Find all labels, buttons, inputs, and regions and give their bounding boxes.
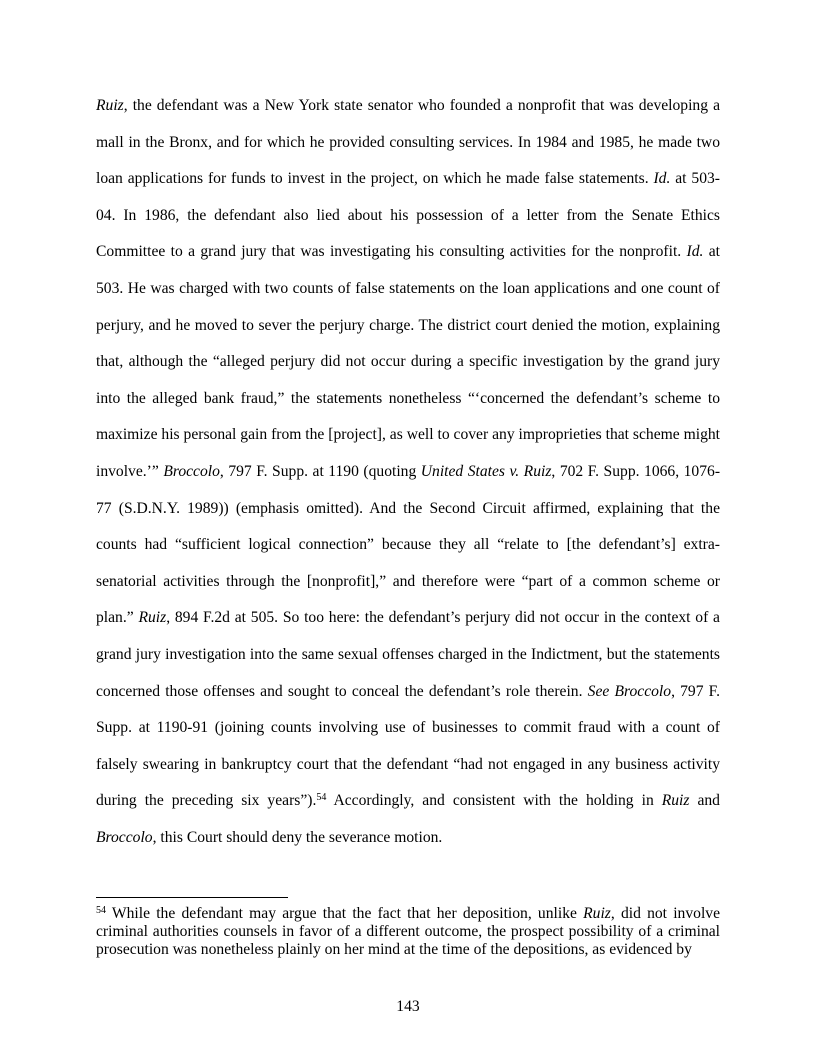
citation-signal: Id. (653, 170, 671, 188)
citation-signal: Id. (686, 243, 704, 261)
body-text-segment: , 797 F. Supp. at 1190 (quoting (219, 462, 421, 480)
body-text-segment: , 797 F. Supp. at 1190-91 (joining counts involving use of businesses to commit fraud with a count of falsely swearing in bankruptcy court that the defendant “had not engaged in any business activity during the preceding six years”). (96, 682, 720, 810)
body-paragraph (96, 88, 720, 856)
case-name: Ruiz (661, 792, 690, 810)
footnote-number: 54 (96, 905, 106, 916)
footnote-divider (96, 897, 288, 898)
body-text-segment: at 503-04. In 1986, the defendant also lied about his possession of a letter from the Senate Ethics Committee to a grand jury that was investigating his consulting activities for the nonprofit. (96, 170, 720, 261)
body-text-segment: and (689, 792, 720, 810)
case-name: Broccolo (163, 462, 220, 480)
page-number: 143 (396, 998, 420, 1015)
case-name: United States v. Ruiz (420, 462, 552, 480)
case-name: Broccolo (96, 828, 153, 846)
case-name: Ruiz (583, 905, 611, 922)
body-text-segment: , 702 F. Supp. 1066, 1076-77 (S.D.N.Y. 1989)) (emphasis omitted). And the Second Circuit affirmed, explaining that the counts had “sufficient logical connection” because they all “relate to [the defendant’s] extra-senatorial activities through the [nonprofit],” and therefore were “part of a common scheme or plan.” (96, 462, 721, 627)
body-text-segment: , 894 F.2d at 505. So too here: the defendant’s perjury did not occur in the context of a grand jury investigation into the same sexual offenses charged in the Indictment, but the statements concerned those offenses and sought to conceal the defendant’s role therein. (96, 609, 720, 700)
footnote-text-segment: While the defendant may argue that the fact that her deposition, unlike (106, 905, 584, 922)
body-text-segment: at 503. He was charged with two counts of false statements on the loan applications and one count of perjury, and he moved to sever the perjury charge. The district court denied the motion, explaining that, although the “alleged perjury did not occur during a specific investigation by the grand jury into the alleged bank fraud,” the statements nonetheless “‘concerned the defendant’s scheme to maximize his personal gain from the [project], as well to cover any improprieties that scheme might involve.’” (96, 243, 720, 480)
body-text-segment: , this Court should deny the severance motion. (152, 828, 443, 846)
case-name: See Broccolo (587, 682, 672, 700)
body-text-segment: , the defendant was a New York state senator who founded a nonprofit that was developing a mall in the Bronx, and for which he provided consulting services. In 1984 and 1985, he made two loan applications for funds to invest in the project, on which he made false statements. (96, 97, 720, 188)
footnote-text-segment: , did not involve criminal authorities counsels in favor of a different outcome, the prospect possibility of a criminal prosecution was nonetheless plainly on her mind at the time of the depositions, as evidenced by (96, 905, 720, 958)
footnote (96, 905, 720, 959)
footnote-reference[interactable]: 54 (316, 792, 327, 804)
body-text-segment: Accordingly, and consistent with the holding in (326, 792, 662, 810)
case-name: Ruiz (138, 609, 167, 627)
case-name: Ruiz (96, 97, 124, 114)
